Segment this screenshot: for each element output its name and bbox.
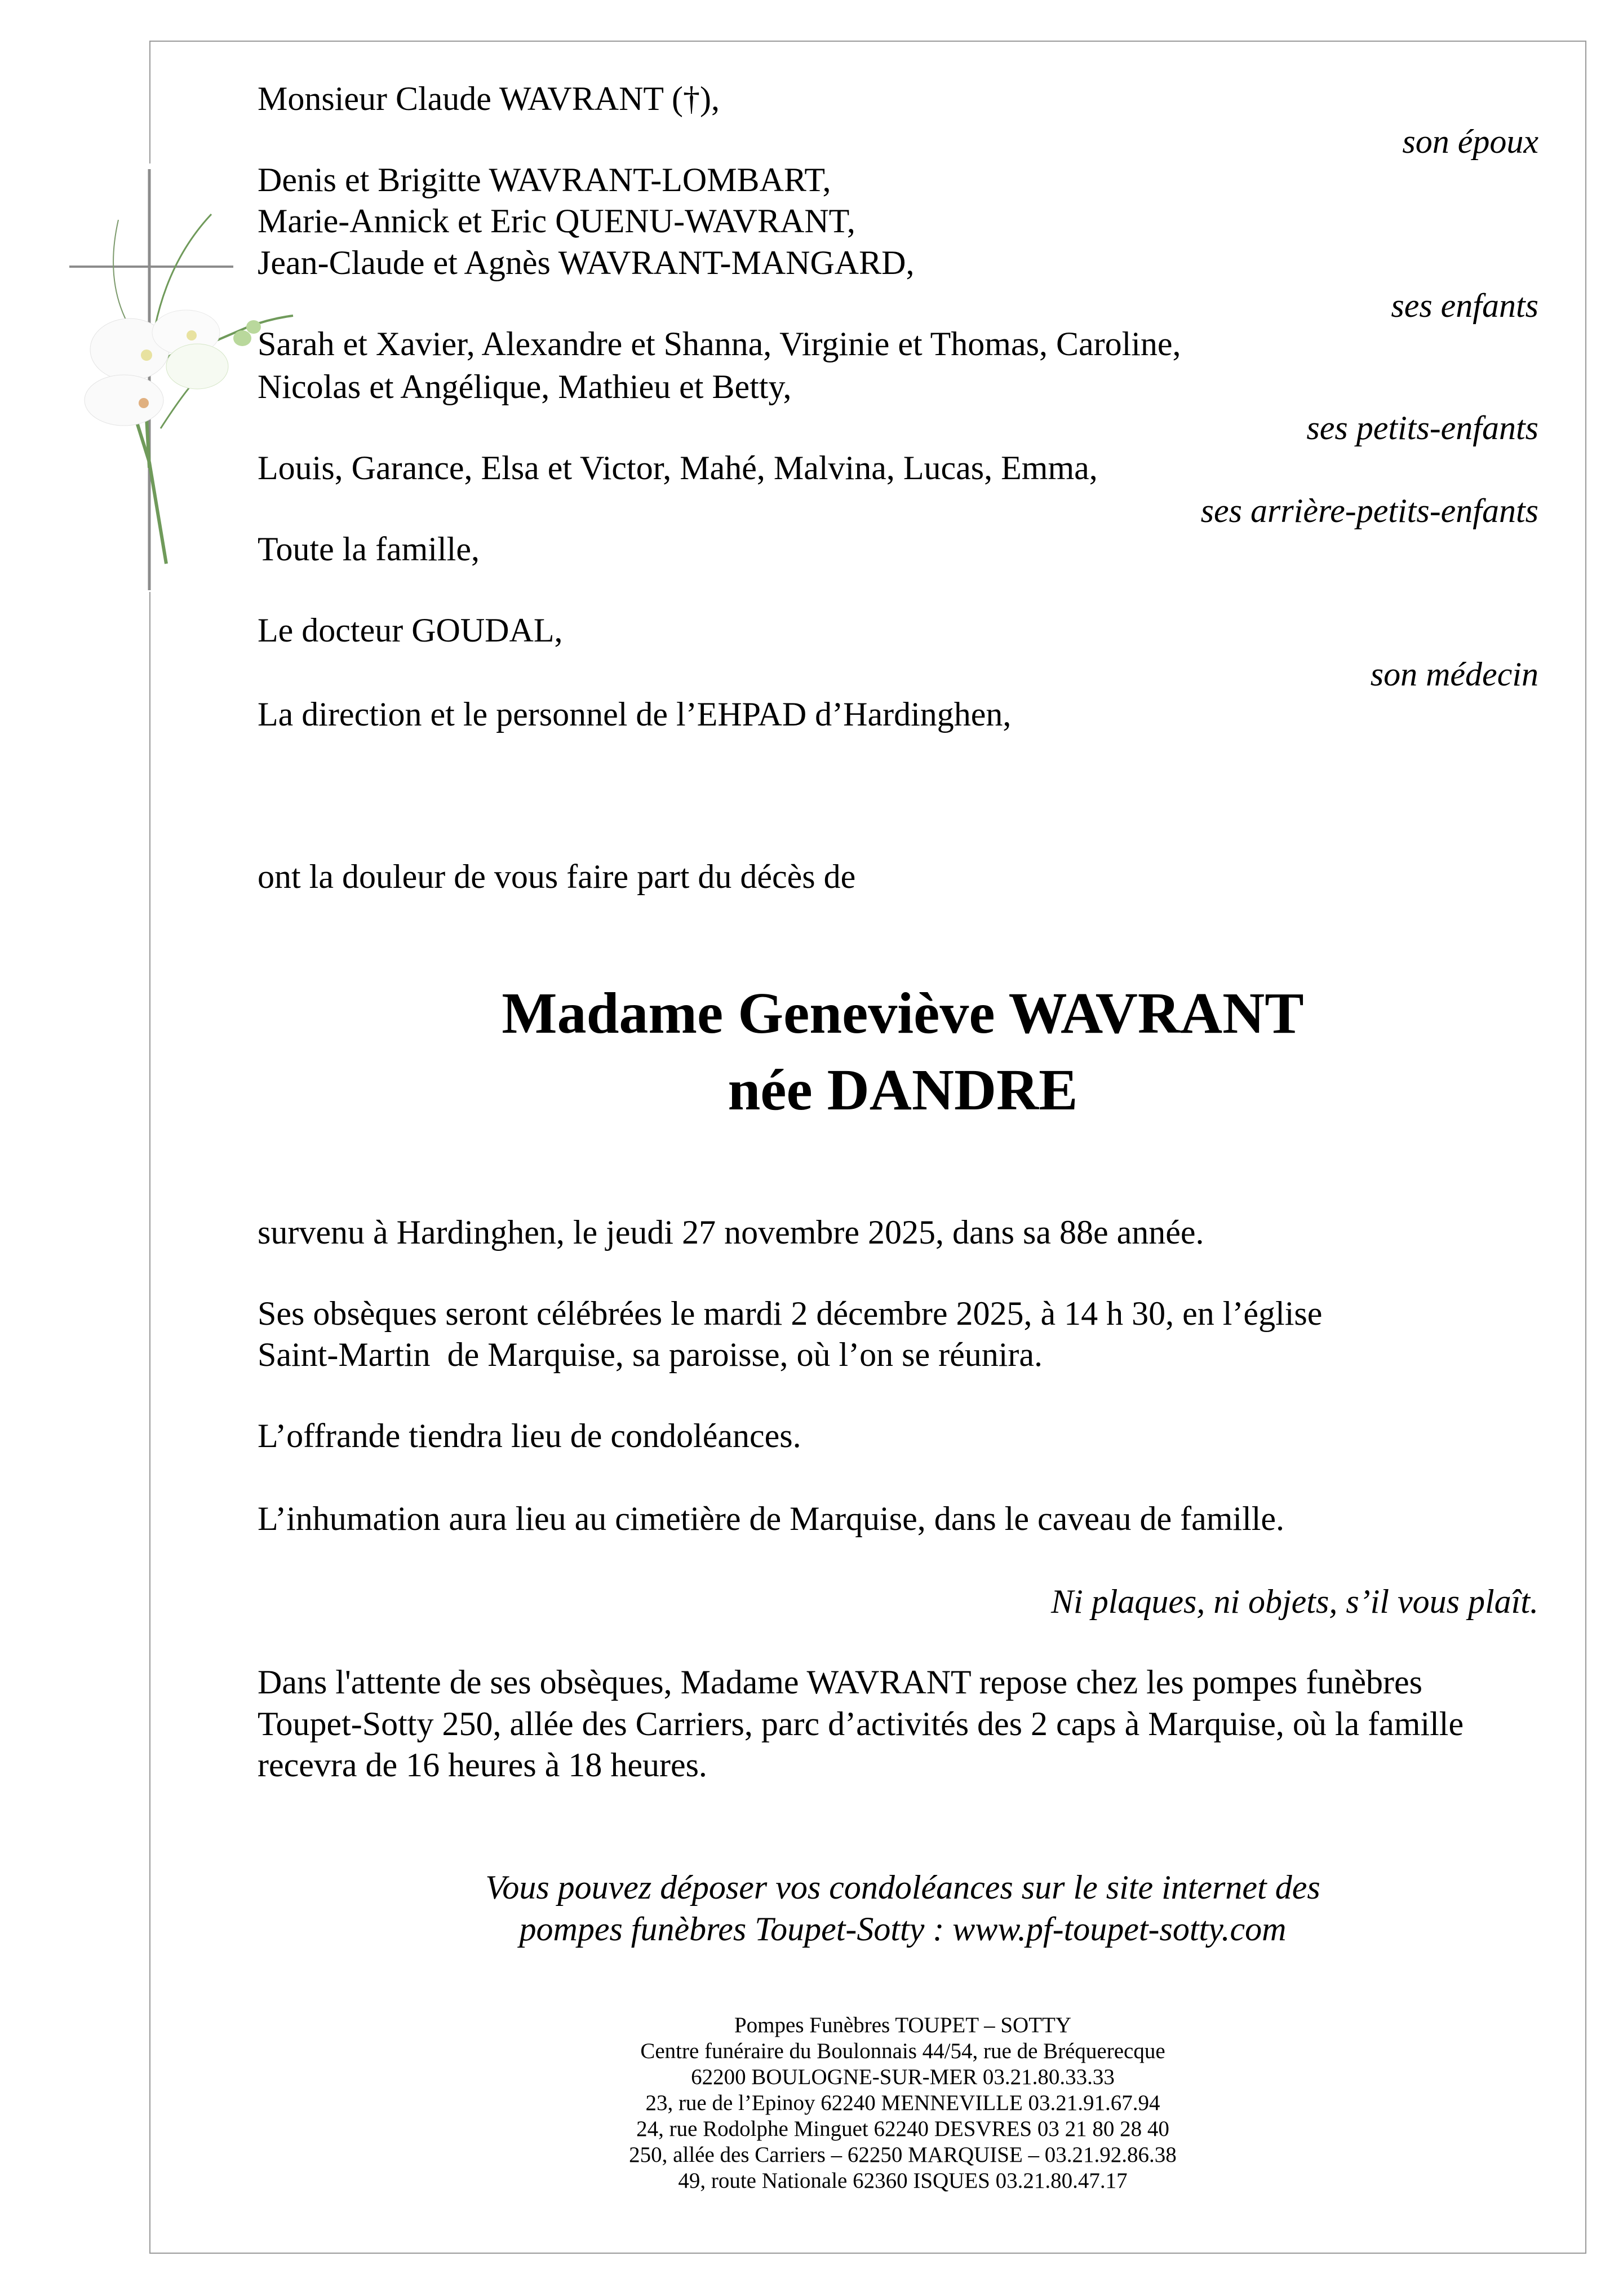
deceased-name: Madame Geneviève WAVRANT	[502, 981, 1304, 1046]
whole-family: Toute la famille,	[258, 530, 480, 568]
footer-address: 23, rue de l’Epinoy 62240 MENNEVILLE 03.21.91.67.94	[645, 2091, 1160, 2115]
husband-name: Monsieur Claude WAVRANT (†),	[258, 80, 720, 117]
great-grandchildren-role: ses arrière-petits-enfants	[1200, 492, 1538, 529]
footer-address: 49, route Nationale 62360 ISQUES 03.21.80.47.17	[678, 2169, 1128, 2193]
doctor-role: son médecin	[1370, 656, 1538, 693]
no-plaques-note: Ni plaques, ni objets, s’il vous plaît.	[1051, 1583, 1538, 1620]
doctor-name: Le docteur GOUDAL,	[258, 612, 563, 649]
husband-role: son époux	[1402, 123, 1538, 160]
child-line: Denis et Brigitte WAVRANT-LOMBART,	[258, 161, 831, 198]
footer-address: 24, rue Rodolphe Minguet 62240 DESVRES 03 21 80 28 40	[636, 2117, 1169, 2141]
grandchildren-line: Sarah et Xavier, Alexandre et Shanna, Virginie et Thomas, Caroline,	[258, 325, 1181, 362]
announcement: ont la douleur de vous faire part du décès de	[258, 858, 856, 895]
ehpad-staff: La direction et le personnel de l’EHPAD d’Hardinghen,	[258, 696, 1012, 733]
grandchildren-line: Nicolas et Angélique, Mathieu et Betty,	[258, 368, 792, 405]
children-role: ses enfants	[1391, 287, 1538, 324]
funeral-details: Ses obsèques seront célébrées le mardi 2 décembre 2025, à 14 h 30, en l’église	[258, 1295, 1323, 1332]
rest-details: recevra de 16 heures à 18 heures.	[258, 1746, 707, 1784]
child-line: Marie-Annick et Eric QUENU-WAVRANT,	[258, 202, 855, 240]
footer-address: 62200 BOULOGNE-SUR-MER 03.21.80.33.33	[691, 2065, 1115, 2089]
footer-address: 250, allée des Carriers – 62250 MARQUISE – 03.21.92.86.38	[629, 2143, 1177, 2167]
footer-address: Centre funéraire du Boulonnais 44/54, rue de Bréquerecque	[640, 2039, 1165, 2063]
child-line: Jean-Claude et Agnès WAVRANT-MANGARD,	[258, 244, 915, 281]
deceased-maiden-name: née DANDRE	[728, 1058, 1078, 1122]
condolences-note: Vous pouvez déposer vos condoléances sur le site internet des	[485, 1869, 1320, 1906]
footer-company: Pompes Funèbres TOUPET – SOTTY	[734, 2013, 1072, 2037]
offering-note: L’offrande tiendra lieu de condoléances.	[258, 1417, 801, 1454]
rest-details: Dans l'attente de ses obsèques, Madame WAVRANT repose chez les pompes funèbres	[258, 1664, 1422, 1701]
grandchildren-role: ses petits-enfants	[1306, 409, 1538, 446]
funeral-details: Saint-Martin de Marquise, sa paroisse, où l’on se réunira.	[258, 1336, 1043, 1373]
death-details: survenu à Hardinghen, le jeudi 27 novembre 2025, dans sa 88e année.	[258, 1214, 1204, 1251]
rest-details: Toupet-Sotty 250, allée des Carriers, parc d’activités des 2 caps à Marquise, où la famille	[258, 1705, 1464, 1742]
burial-note: L’inhumation aura lieu au cimetière de Marquise, dans le caveau de famille.	[258, 1500, 1285, 1537]
great-grandchildren-line: Louis, Garance, Elsa et Victor, Mahé, Malvina, Lucas, Emma,	[258, 449, 1098, 486]
condolences-website[interactable]: pompes funèbres Toupet-Sotty : www.pf-toupet-sotty.com	[519, 1910, 1287, 1948]
